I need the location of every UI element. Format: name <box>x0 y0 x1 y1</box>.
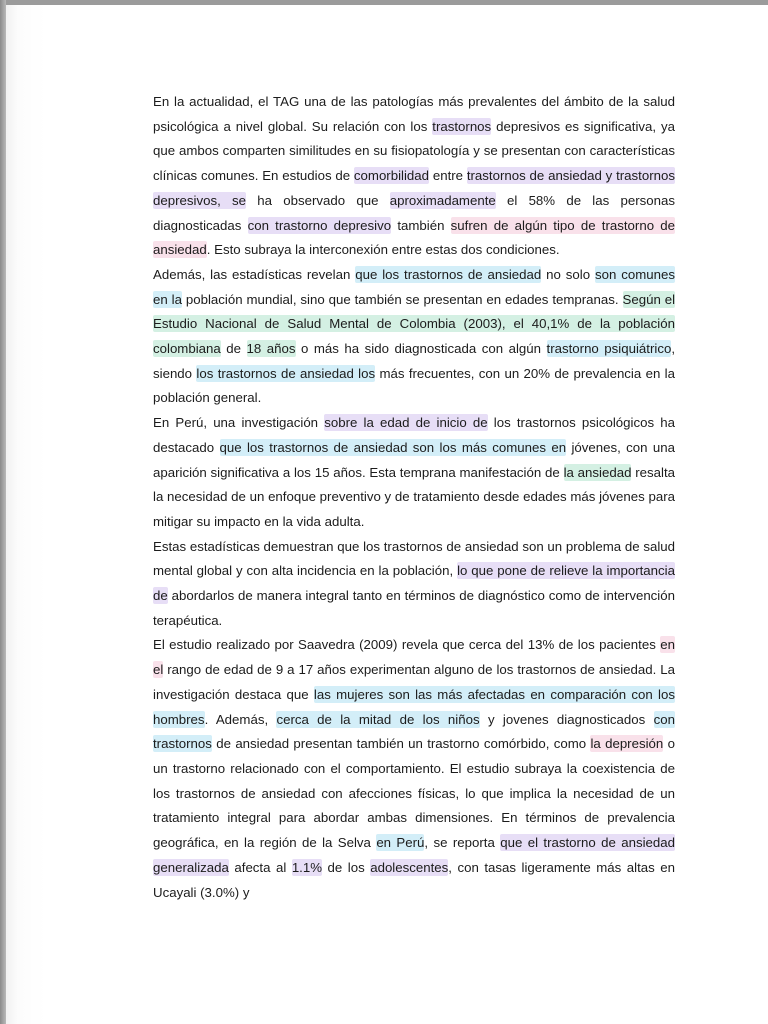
body-text-run: el 58% de las personas diagnosticadas <box>153 192 675 233</box>
body-text-run: más frecuentes, con un 20% de prevalencia en la población general. <box>153 365 675 406</box>
highlighted-text: aproximadamente <box>389 192 496 208</box>
paragraph-1 <box>153 90 675 263</box>
body-text-run: En la actualidad, el TAG una de las patologías más prevalentes del ámbito de la salud psicológica a nivel global. Su relación con los <box>153 94 675 134</box>
highlighted-text: trastornos <box>432 118 492 134</box>
paragraph-3 <box>153 411 675 535</box>
body-text-run: también <box>391 217 451 233</box>
highlighted-text: lo que pone de relieve la importancia de <box>153 563 675 604</box>
body-text-run: . Esto subraya la interconexión entre estas dos condiciones. <box>206 242 560 258</box>
body-text-run: El estudio realizado por Saavedra (2009) revela que cerca del 13% de los pacientes <box>153 637 661 653</box>
highlighted-text: la depresión <box>590 736 664 752</box>
paragraph-2 <box>153 263 675 411</box>
highlighted-text: trastorno psiquiátrico <box>546 341 672 357</box>
highlighted-text: la ansiedad <box>563 464 632 480</box>
body-text-run: resalta la necesidad de un enfoque preventivo y de tratamiento desde edades más jóvenes para mitigar su impacto en la vida adulta. <box>153 464 676 529</box>
highlighted-text: en el <box>153 637 675 678</box>
body-text-run: . Además, <box>204 711 277 727</box>
highlighted-text: con trastornos <box>153 711 675 752</box>
body-text-run: ha observado que <box>246 192 390 208</box>
highlighted-text: sufren de algún tipo de trastorno de ansiedad <box>153 217 675 258</box>
highlighted-text: 1.1% <box>291 859 323 875</box>
document-body <box>153 90 675 905</box>
body-text-run: población mundial, sino que también se presentan en edades tempranas. <box>181 291 623 307</box>
highlighted-text: comorbilidad <box>353 168 430 184</box>
highlighted-text: con trastorno depresivo <box>247 217 392 233</box>
highlighted-text: que el trastorno de ansiedad generalizada <box>153 835 675 875</box>
highlighted-text: adolescentes <box>370 859 449 875</box>
highlighted-text: en Perú <box>376 835 425 851</box>
document-page <box>6 5 768 1024</box>
body-text-run: no solo <box>541 266 595 282</box>
highlighted-text: que los trastornos de ansiedad <box>355 266 542 282</box>
highlighted-text: 18 años <box>246 341 296 357</box>
body-text-run: afecta al <box>228 859 292 875</box>
body-text-run: Además, las estadísticas revelan <box>153 266 356 282</box>
paragraph-5 <box>153 633 675 905</box>
body-text-run: En Perú, una investigación <box>153 415 325 431</box>
body-text-run: de <box>220 341 247 357</box>
body-text-run: , con tasas ligeramente más altas en Ucayali (3.0%) y <box>153 859 676 900</box>
body-text-run: entre <box>429 168 467 184</box>
body-text-run: , se reporta <box>424 835 501 851</box>
highlighted-text: que los trastornos de ansiedad son los más comunes en <box>219 439 567 455</box>
body-text-run: y jovenes diagnosticados <box>479 711 654 727</box>
body-text-run: de los <box>322 859 371 875</box>
highlighted-text: trastornos de ansiedad y trastornos depresivos, se <box>153 168 675 208</box>
body-text-run: , siendo <box>153 341 676 381</box>
highlighted-text: son comunes en la <box>153 266 676 307</box>
body-text-run: jóvenes, con una aparición significativa a los 15 años. Esta temprana manifestación de <box>153 439 675 480</box>
body-text-run: de ansiedad presentan también un trastorno comórbido, como <box>211 736 591 752</box>
body-text-run: o un trastorno relacionado con el comportamiento. El estudio subraya la coexistencia de los trastornos de ansiedad con afecciones físicas, lo que implica la necesidad de un tratamiento integral para abordar ambas dimensiones. En términos de prevalencia geográfica, en la región de la Selva <box>153 736 675 851</box>
body-text-run: rango de edad de 9 a 17 años experimentan alguno de los trastornos de ansiedad. La investigación destaca que <box>153 662 675 702</box>
body-text-run: o más ha sido diagnosticada con algún <box>295 341 547 357</box>
highlighted-text: sobre la edad de inicio de <box>324 415 488 431</box>
highlighted-text: las mujeres son las más afectadas en comparación con los hombres <box>153 686 675 727</box>
body-text-run: depresivos es significativa, ya que ambos comparten similitudes en su fisiopatología y se presentan con características clínicas comunes. En estudios de <box>153 118 675 184</box>
body-text-run: Estas estadísticas demuestran que los trastornos de ansiedad son un problema de salud mental global y con alta incidencia en la población, <box>153 538 675 579</box>
paragraph-4 <box>153 535 675 634</box>
body-text-run: los trastornos psicológicos ha destacado <box>153 415 675 455</box>
highlighted-text: Según el Estudio Nacional de Salud Mental de Colombia (2003), el 40,1% de la población colombiana <box>153 291 676 357</box>
highlighted-text: cerca de la mitad de los niños <box>276 711 480 727</box>
body-text-run: abordarlos de manera integral tanto en términos de diagnóstico como de intervención terapéutica. <box>153 588 675 628</box>
highlighted-text: los trastornos de ansiedad los <box>196 365 376 381</box>
